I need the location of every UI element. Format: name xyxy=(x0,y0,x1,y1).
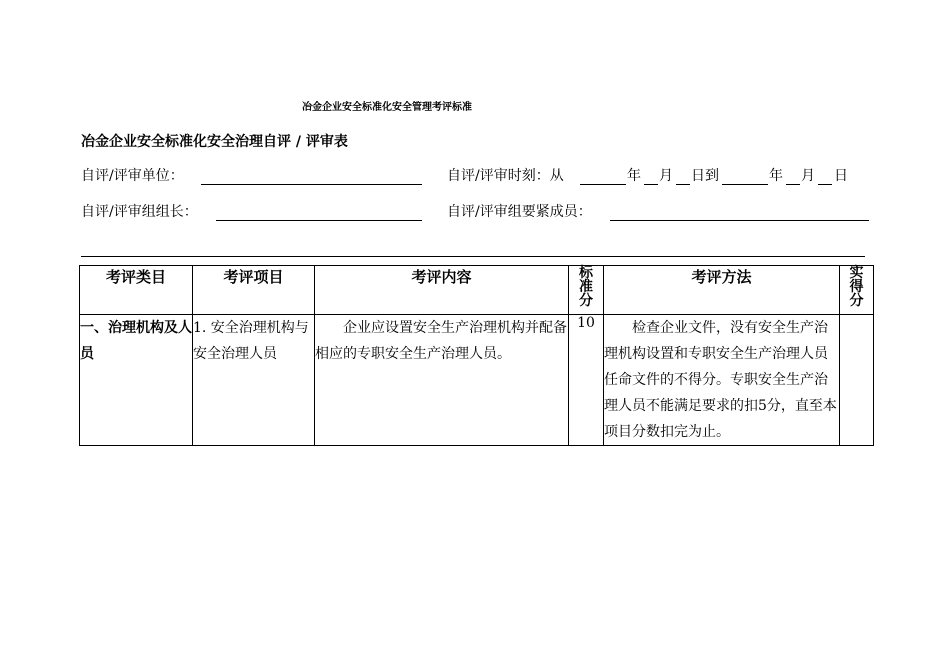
row-item xyxy=(193,315,315,446)
form-title: 冶金企业安全标准化安全治理自评 / 评审表 xyxy=(81,134,348,150)
header-actual-score-text: 实得分 xyxy=(849,265,864,309)
members-blank[interactable] xyxy=(610,220,869,221)
header-category: 考评类目 xyxy=(80,266,193,315)
unit-blank[interactable] xyxy=(201,184,422,185)
time-label: 自评/评审时刻：从 xyxy=(447,168,564,184)
header-method: 考评方法 xyxy=(604,266,840,315)
unit-label: 自评/评审单位： xyxy=(81,168,184,184)
header-standard-score-text: 标准分 xyxy=(579,265,593,309)
document-header: 冶金企业安全标准化安全管理考评标准 xyxy=(302,102,472,113)
row-method-text: 检查企业文件，没有安全生产治理机构设置和专职安全生产治理人员任命文件的不得分。专职安全生产治理人员不能满足要求的扣5分，直至本项目分数扣完为止。 xyxy=(604,320,837,440)
start-year-unit: 年 xyxy=(627,168,641,184)
row-category xyxy=(80,315,193,446)
row-method xyxy=(604,315,840,446)
table-row xyxy=(80,315,874,446)
end-month-blank[interactable] xyxy=(786,184,800,185)
header-actual-score xyxy=(840,266,874,315)
end-day-blank[interactable] xyxy=(818,184,832,185)
row-content-text: 企业应设置安全生产治理机构并配备相应的专职安全生产治理人员。 xyxy=(315,320,567,362)
start-day-blank[interactable] xyxy=(676,184,690,185)
row-standard-score: 10 xyxy=(569,315,604,446)
row-content xyxy=(315,315,569,446)
end-day-unit: 日 xyxy=(834,168,848,184)
start-year-blank[interactable] xyxy=(580,184,626,185)
start-day-unit: 日到 xyxy=(691,168,719,184)
leader-blank[interactable] xyxy=(216,220,422,221)
end-month-unit: 月 xyxy=(801,168,815,184)
leader-label: 自评/评审组组长： xyxy=(81,204,198,220)
header-content: 考评内容 xyxy=(315,266,569,315)
separator-rule xyxy=(81,256,865,257)
header-standard-score xyxy=(569,266,604,315)
members-label: 自评/评审组要紧成员： xyxy=(447,204,592,220)
table-header-row xyxy=(80,266,874,315)
row-item-text: 1. 安全治理机构与安全治理人员 xyxy=(193,320,309,362)
row-actual-score[interactable] xyxy=(840,315,874,446)
end-year-unit: 年 xyxy=(769,168,783,184)
start-month-blank[interactable] xyxy=(644,184,658,185)
header-item: 考评项目 xyxy=(193,266,315,315)
evaluation-table xyxy=(79,265,874,446)
start-month-unit: 月 xyxy=(659,168,673,184)
row-category-text: 一、治理机构及人员 xyxy=(80,320,192,362)
end-year-blank[interactable] xyxy=(722,184,768,185)
